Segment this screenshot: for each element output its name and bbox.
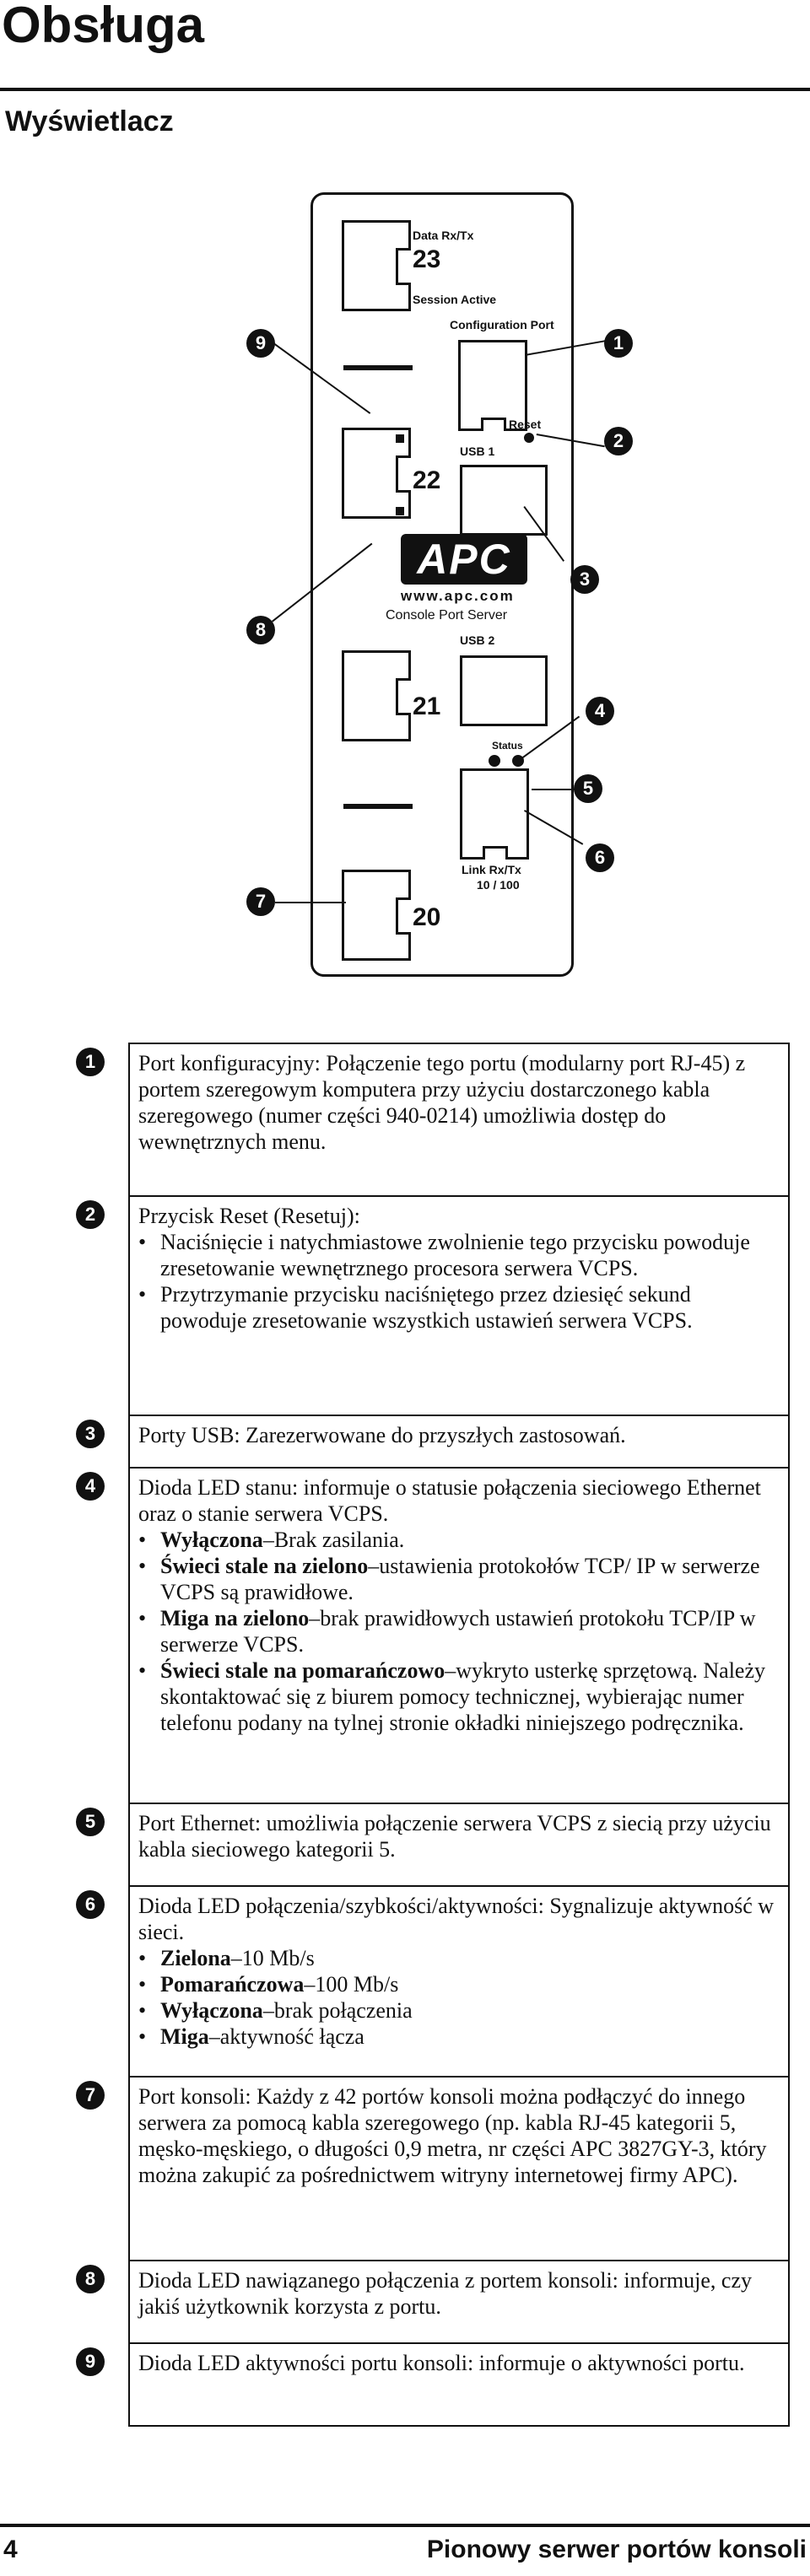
console-port-20 [342,870,411,961]
usb1-label: USB 1 [460,445,495,458]
reset-label: Reset [509,418,542,431]
page-number: 4 [3,2536,18,2563]
title-divider [0,88,810,91]
table-row [129,1803,789,1886]
table-row [129,1196,789,1415]
usb1-port [460,465,548,536]
configuration-port-label: Configuration Port [450,318,554,331]
device-panel-illustration [310,192,574,977]
item-text: Porty USB: Zarezerwowane do przyszłych zastosowań. [138,1423,626,1447]
speed-label: 10 / 100 [477,878,520,892]
item-text: Port Ethernet: umożliwia połączenie serwera VCPS z siecią przy użyciu kabla sieciowego kategorii 5. [138,1811,771,1862]
list-item: • Miga–aktywność łącza [138,2024,780,2050]
divider-bar [343,804,413,809]
status-label: Status [492,740,523,752]
callout-8: 8 [246,616,275,644]
divider-bar [343,365,413,370]
item-text: Dioda LED nawiązanego połączenia z portem konsoli: informuje, czy jakiś użytkownik korzysta z portu. [138,2268,753,2319]
legend-marker-2: 2 [76,1200,105,1229]
table-row [129,2261,789,2343]
callout-1: 1 [604,329,633,358]
item-intro: Dioda LED połączenia/szybkości/aktywności: Sygnalizuje aktywność w sieci. [138,1894,775,1944]
list-item: • Wyłączona–Brak zasilania. [138,1527,780,1553]
callout-7-leader [275,902,346,903]
callout-3: 3 [570,565,599,594]
port-22-number: 22 [413,466,441,494]
ethernet-port [460,768,529,860]
table-row [129,1886,789,2077]
table-row [129,2343,789,2426]
port-21-number: 21 [413,693,441,720]
legend-marker-5: 5 [76,1808,105,1836]
status-led [489,755,500,767]
data-rxtx-label: Data Rx/Tx [413,229,474,242]
legend-marker-3: 3 [76,1420,105,1448]
legend-marker-4: 4 [76,1472,105,1501]
list-item: • Świeci stale na zielono–ustawienia protokołów TCP/ IP w serwerze VCPS są prawidłowe. [138,1553,780,1605]
table-row [129,1415,789,1468]
port-connection-led [396,507,404,515]
usb2-label: USB 2 [460,633,495,647]
session-active-label: Session Active [413,293,497,306]
list-item: • Pomarańczowa–100 Mb/s [138,1971,780,1997]
link-rxtx-label: Link Rx/Tx [462,863,521,876]
port-20-number: 20 [413,903,441,931]
list-item: • Świeci stale na pomarańczowo–wykryto usterkę sprzętową. Należy skontaktować się z biurem pomocy technicznej, wybierając numer telefonu podany na tylnej stronie okładki niniejszego podręcznika. [138,1657,780,1736]
list-item: • Naciśnięcie i natychmiastowe zwolnienie tego przycisku powoduje zresetowanie wewnętrznego procesora serwera VCPS. [138,1229,780,1281]
callout-2: 2 [604,427,633,455]
item-text: Port konsoli: Każdy z 42 portów konsoli można podłączyć do innego serwera za pomocą kabla szeregowego (np. kabla RJ-45 kategorii 5, męsko-męskiego, o długości 0,9 metra, nr części APC 3827GY-3, który można zakupić za pośrednictwem witryny internetowej firmy APC). [138,2084,767,2187]
port-activity-led [396,434,404,443]
table-row [129,1043,789,1196]
item-text: Port konfiguracyjny: Połączenie tego portu (modularny port RJ-45) z portem szeregowym komputera przy użyciu dostarczonego kabla szeregowego (numer części 940-0214) umożliwia dostęp do wewnętrznych menu. [138,1051,746,1154]
console-port-21 [342,650,411,741]
console-port-23 [342,220,411,311]
legend-marker-6: 6 [76,1890,105,1919]
apc-logo: APC [401,534,527,585]
callout-6: 6 [586,843,614,872]
callout-5: 5 [574,774,602,803]
item-intro: Przycisk Reset (Resetuj): [138,1204,360,1228]
legend-marker-7: 7 [76,2081,105,2110]
callout-4: 4 [586,697,614,725]
callout-5-leader [532,789,575,790]
item-text: Dioda LED aktywności portu konsoli: informuje o aktywności portu. [138,2351,745,2375]
item-intro: Dioda LED stanu: informuje o statusie połączenia sieciowego Ethernet oraz o stanie serwera VCPS. [138,1475,761,1526]
callout-7: 7 [246,887,275,916]
legend-marker-8: 8 [76,2265,105,2293]
legend-table [128,1043,790,2427]
list-item: • Wyłączona–brak połączenia [138,1997,780,2024]
legend-marker-9: 9 [76,2347,105,2376]
reset-button [524,433,534,443]
apc-url-text: www.apc.com [401,588,515,604]
document-title: Pionowy serwer portów konsoli [426,2536,807,2563]
section-heading: Wyświetlacz [5,105,174,137]
callout-9: 9 [246,329,275,358]
page-title: Obsługa [2,0,205,53]
usb2-port [460,655,548,726]
list-item: • Miga na zielono–brak prawidłowych ustawień protokołu TCP/IP w serwerze VCPS. [138,1605,780,1657]
table-row [129,1468,789,1803]
list-item: • Zielona–10 Mb/s [138,1945,780,1971]
list-item: • Przytrzymanie przycisku naciśniętego przez dziesięć sekund powoduje zresetowanie wszystkich ustawień serwera VCPS. [138,1281,780,1334]
product-name-text: Console Port Server [386,608,508,622]
table-row [129,2077,789,2261]
footer-divider [0,2524,810,2527]
port-23-number: 23 [413,245,441,273]
legend-marker-1: 1 [76,1048,105,1076]
